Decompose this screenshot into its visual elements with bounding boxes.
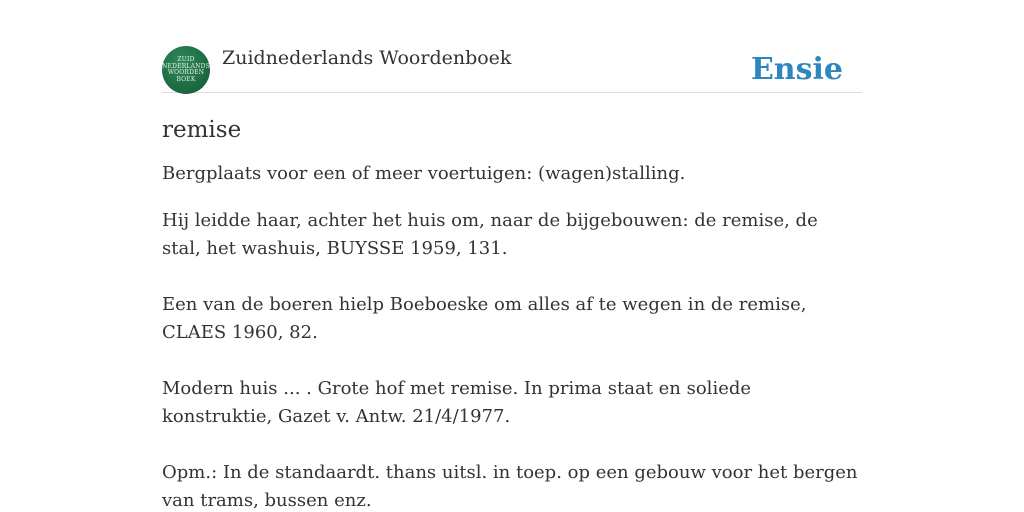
logo-line-1: ZUID (177, 56, 195, 63)
usage-note: Opm.: In de standaardt. thans uitsl. in toep. op een gebouw voor het bergen van trams, bussen enz. (162, 462, 858, 511)
entry-term: remise (162, 117, 242, 143)
logo-line-2: NEDERLANDS (162, 62, 210, 70)
example-quote-3: Modern huis ... . Grote hof met remise. In prima staat en soliede konstruktie, Gazet v. Antw. 21/4/1977. (162, 378, 752, 427)
entry-definition: Bergplaats voor een of meer voertuigen: (wagen)stalling. (162, 163, 686, 184)
ensie-brand-link[interactable]: Ensie (750, 52, 843, 87)
site-header (162, 46, 862, 93)
logo-line-4: BOEK (176, 75, 196, 83)
dictionary-logo[interactable] (162, 46, 210, 94)
dictionary-title-link[interactable]: Zuidnederlands Woordenboek (222, 47, 512, 69)
example-quote-2: Een van de boeren hielp Boeboeske om alles af te wegen in de remise, CLAES 1960, 82. (162, 294, 807, 343)
example-quote-1: Hij leidde haar, achter het huis om, naar de bijgebouwen: de remise, de stal, het washuis, BUYSSE 1959, 131. (162, 210, 818, 259)
entry-content (162, 112, 862, 512)
logo-line-3: WOORDEN (167, 69, 205, 76)
